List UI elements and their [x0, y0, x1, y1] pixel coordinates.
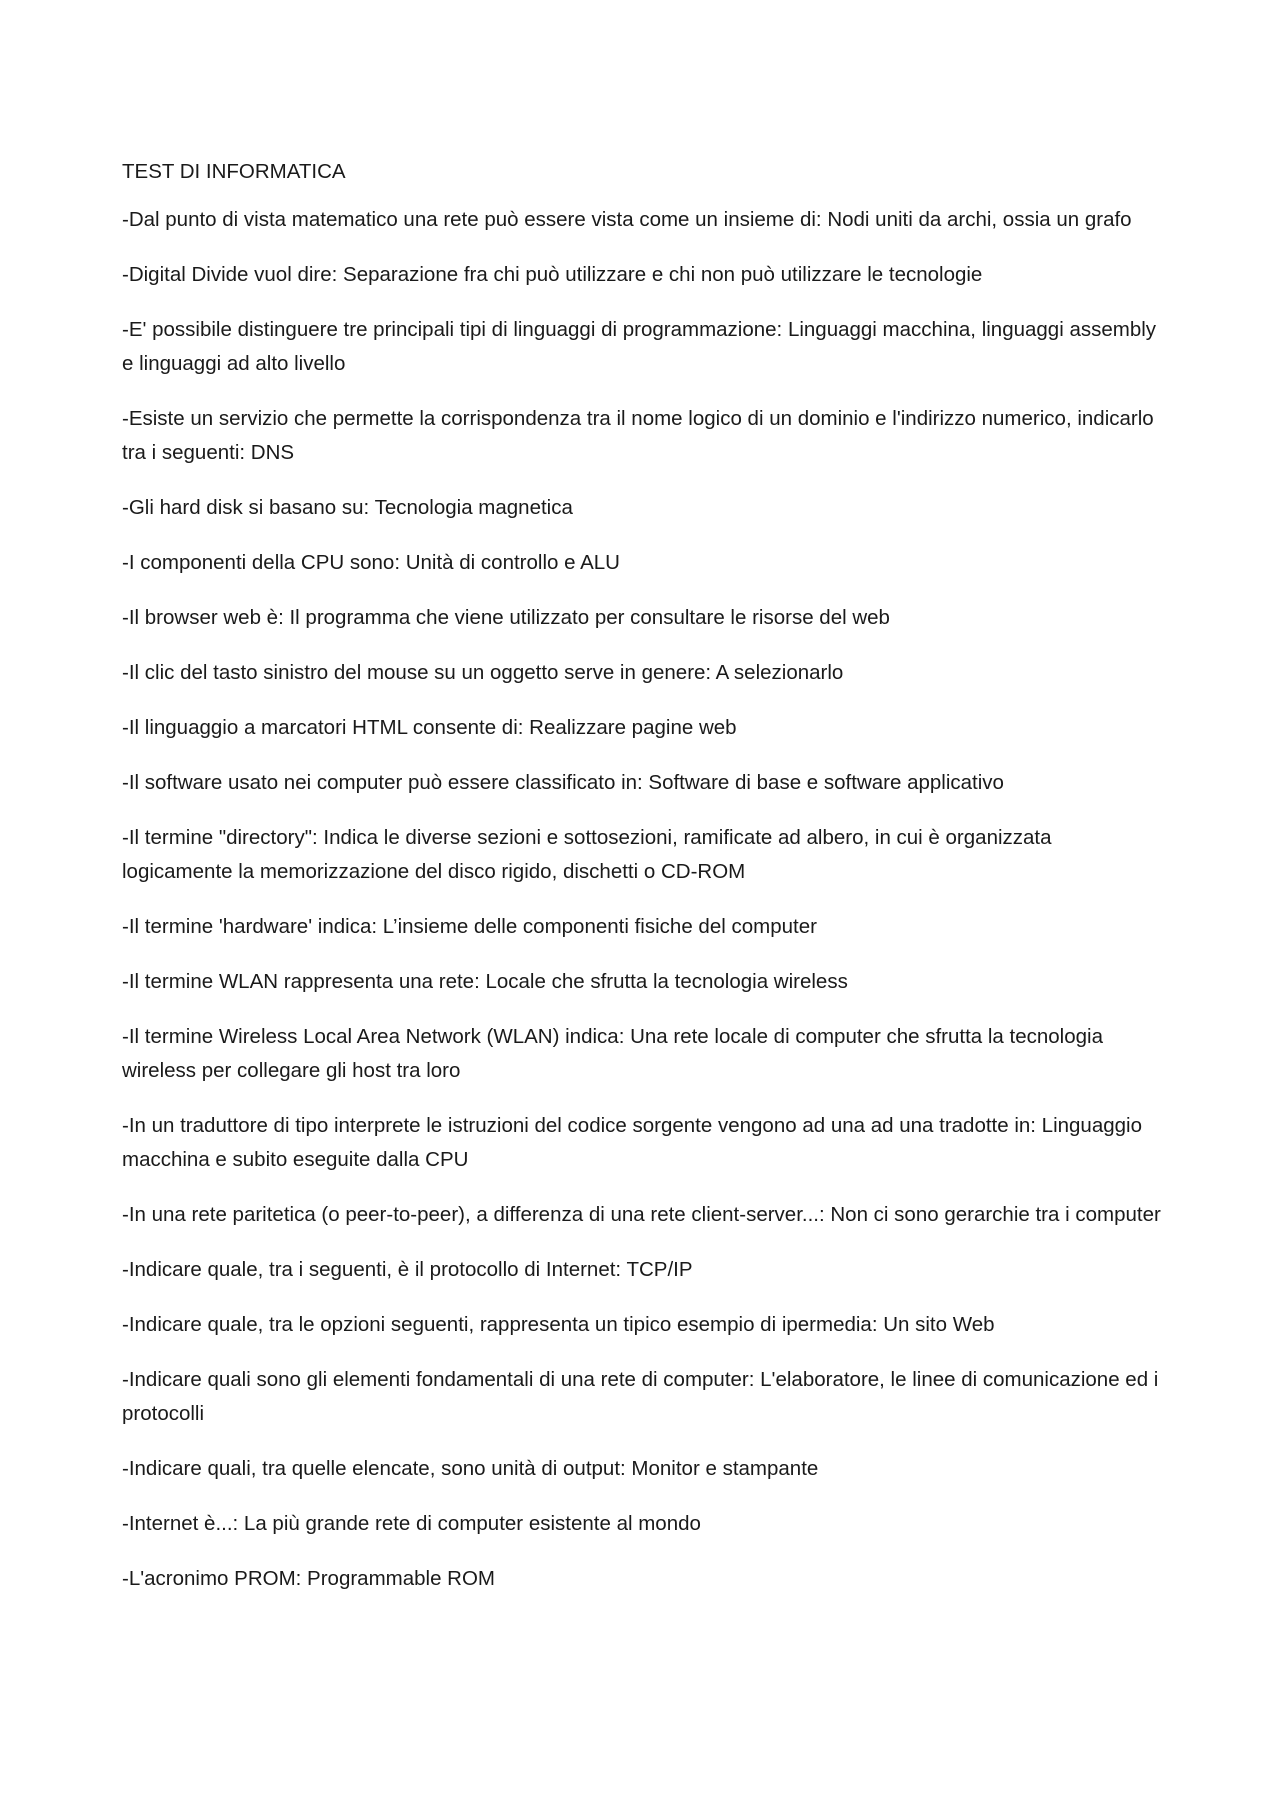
qa-item: -Dal punto di vista matematico una rete può essere vista come un insieme di: Nodi uniti da archi, ossia un grafo [122, 208, 1132, 231]
question-answer-list [122, 203, 1165, 1596]
qa-item: -Il clic del tasto sinistro del mouse su un oggetto serve in genere: A selezionarlo [122, 661, 844, 684]
qa-item: -I componenti della CPU sono: Unità di controllo e ALU [122, 551, 620, 574]
qa-item: -Esiste un servizio che permette la corrispondenza tra il nome logico di un dominio e l'indirizzo numerico, indicarlo tra i seguenti: DNS [122, 407, 1154, 464]
qa-item: -In un traduttore di tipo interprete le istruzioni del codice sorgente vengono ad una ad una tradotte in: Linguaggio macchina e subito eseguite dalla CPU [122, 1114, 1142, 1171]
qa-item: -Il termine WLAN rappresenta una rete: Locale che sfrutta la tecnologia wireless [122, 970, 848, 993]
qa-item: -Digital Divide vuol dire: Separazione fra chi può utilizzare e chi non può utilizzare le tecnologie [122, 263, 983, 286]
document-title: TEST DI INFORMATICA [122, 160, 346, 183]
qa-item: -Internet è...: La più grande rete di computer esistente al mondo [122, 1512, 701, 1535]
qa-item: -Indicare quali, tra quelle elencate, sono unità di output: Monitor e stampante [122, 1457, 819, 1480]
qa-item: -Il termine "directory": Indica le diverse sezioni e sottosezioni, ramificate ad albero, in cui è organizzata logicamente la memorizzazione del disco rigido, dischetti o CD-ROM [122, 826, 1052, 883]
qa-item: -Indicare quali sono gli elementi fondamentali di una rete di computer: L'elaboratore, le linee di comunicazione ed i protocolli [122, 1368, 1159, 1425]
qa-item: -In una rete paritetica (o peer-to-peer), a differenza di una rete client-server...: Non ci sono gerarchie tra i computer [122, 1203, 1161, 1226]
qa-item: -Indicare quale, tra i seguenti, è il protocollo di Internet: TCP/IP [122, 1258, 693, 1281]
qa-item: -Il termine 'hardware' indica: L’insieme delle componenti fisiche del computer [122, 915, 817, 938]
qa-item: -Il termine Wireless Local Area Network (WLAN) indica: Una rete locale di computer che sfrutta la tecnologia wireless per collegare gli host tra loro [122, 1025, 1103, 1082]
qa-item: -Il linguaggio a marcatori HTML consente di: Realizzare pagine web [122, 716, 737, 739]
qa-item: -E' possibile distinguere tre principali tipi di linguaggi di programmazione: Linguaggi macchina, linguaggi assembly e linguaggi ad alto livello [122, 318, 1157, 375]
qa-item: -Gli hard disk si basano su: Tecnologia magnetica [122, 496, 573, 519]
qa-item: -L'acronimo PROM: Programmable ROM [122, 1567, 496, 1590]
qa-item: -Indicare quale, tra le opzioni seguenti, rappresenta un tipico esempio di ipermedia: Un sito Web [122, 1313, 995, 1336]
qa-item: -Il browser web è: Il programma che viene utilizzato per consultare le risorse del web [122, 606, 890, 629]
qa-item: -Il software usato nei computer può essere classificato in: Software di base e software applicativo [122, 771, 1004, 794]
